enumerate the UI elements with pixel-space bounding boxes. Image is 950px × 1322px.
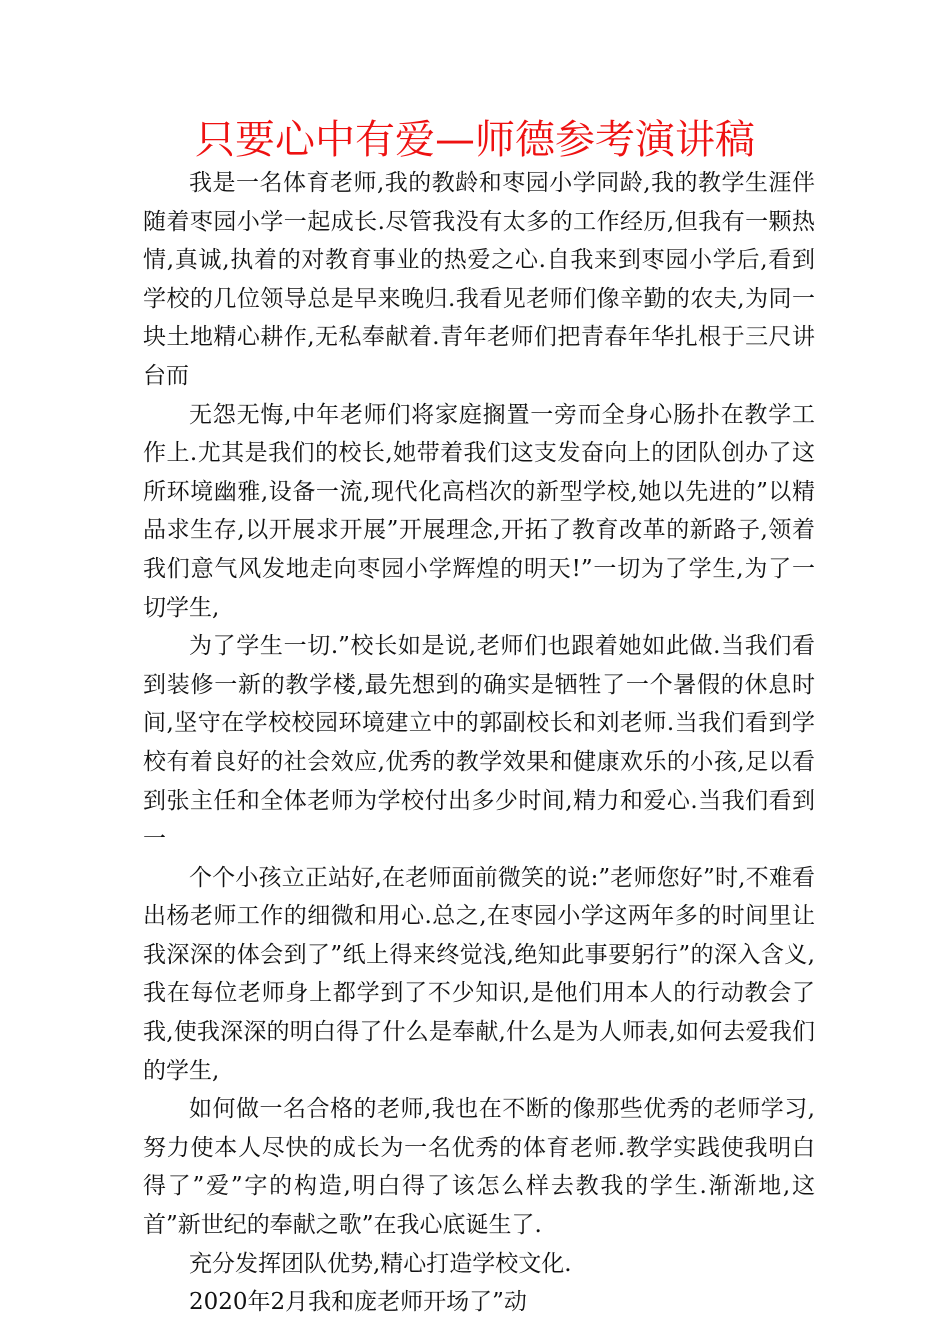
paragraph-6: 充分发挥团队优势,精心打造学校文化. (189, 1250, 572, 1277)
paragraph-7: 2020年2月我和庞老师开场了”动 (189, 1289, 527, 1316)
paragraph-3: 为了学生一切.”校长如是说,老师们也跟着她如此做.当我们看到装修一新的教学楼,最先想到的确实是牺牲了一个暑假的休息时间,坚守在学校校园环境建立中的郭副校长和刘老师.当我们看到学校有着良好的社会效应,优秀的教学效果和健康欢乐的小孩,足以看到张主任和全体老师为学校付出多少时间,精力和爱心.当我们看到一 (143, 633, 815, 853)
paragraph-5: 如何做一名合格的老师,我也在不断的像那些优秀的老师学习,努力使本人尽快的成长为一名优秀的体育老师.教学实践使我明白得了”爱”字的构造,明白得了该怎么样去教我的学生.渐渐地,这首”新世纪的奉献之歌”在我心底诞生了. (143, 1096, 815, 1239)
document-body (143, 164, 815, 1322)
paragraph-2: 无怨无悔,中年老师们将家庭搁置一旁而全身心肠扑在教学工作上.尤其是我们的校长,她带着我们这支发奋向上的团队创办了这所环境幽雅,设备一流,现代化高档次的新型学校,她以先进的”以精品求生存,以开展求开展”开展理念,开拓了教育改革的新路子,领着我们意气风发地走向枣园小学辉煌的明天!”一切为了学生,为了一切学生, (143, 401, 815, 621)
document-title: 只要心中有爱—师德参考演讲稿 (195, 117, 755, 163)
paragraph-4: 个个小孩立正站好,在老师面前微笑的说:”老师您好”时,不难看出杨老师工作的细微和用心.总之,在枣园小学这两年多的时间里让我深深的体会到了”纸上得来终觉浅,绝知此事要躬行”的深入含义,我在每位老师身上都学到了不少知识,是他们用本人的行动教会了我,使我深深的明白得了什么是奉献,什么是为人师表,如何去爱我们的学生, (143, 864, 815, 1084)
paragraph-1: 我是一名体育老师,我的教龄和枣园小学同龄,我的教学生涯伴随着枣园小学一起成长.尽管我没有太多的工作经历,但我有一颗热情,真诚,执着的对教育事业的热爱之心.自我来到枣园小学后,看到学校的几位领导总是早来晚归.我看见老师们像辛勤的农夫,为同一块土地精心耕作,无私奉献着.青年老师们把青春年华扎根于三尺讲台而 (143, 170, 815, 389)
